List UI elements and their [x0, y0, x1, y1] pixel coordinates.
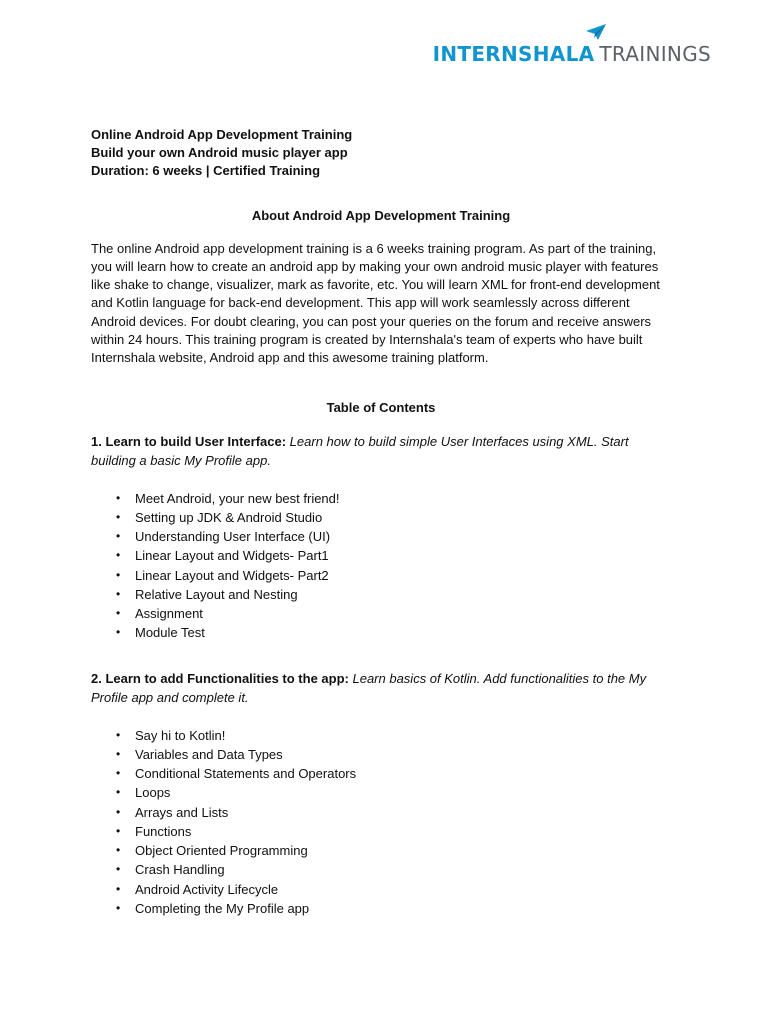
list-item: • Assignment — [116, 604, 671, 623]
list-item: • Linear Layout and Widgets- Part1 — [116, 546, 671, 565]
list-item: • Object Oriented Programming — [116, 841, 671, 860]
list-item: • Crash Handling — [116, 860, 671, 879]
list-item: • Variables and Data Types — [116, 745, 671, 764]
list-item: • Completing the My Profile app — [116, 899, 671, 918]
list-item: • Understanding User Interface (UI) — [116, 527, 671, 546]
course-duration: Duration: 6 weeks | Certified Training — [91, 163, 321, 179]
logo-text-intern: INTERN — [432, 42, 519, 66]
bullet-icon: • — [116, 606, 121, 621]
list-item: • Loops — [116, 783, 671, 802]
bullet-icon: • — [116, 843, 121, 858]
list-item: • Setting up JDK & Android Studio — [116, 508, 671, 527]
internshala-trainings-logo — [432, 24, 711, 66]
bullet-icon: • — [116, 747, 121, 762]
bullet-icon: • — [116, 490, 121, 505]
module-2-description: Learn basics of Kotlin. Add functionalities to the My Profile app and complete it. — [91, 671, 647, 705]
course-subtitle: Build your own Android music player app — [91, 145, 348, 161]
list-item: • Conditional Statements and Operators — [116, 764, 671, 783]
list-item: • Module Test — [116, 623, 671, 642]
module-2-heading — [91, 670, 671, 706]
logo-text-trainings: TRAININGS — [599, 42, 711, 66]
list-item: • Functions — [116, 822, 671, 841]
module-2-topic-list — [91, 726, 671, 918]
bullet-icon: • — [116, 586, 121, 601]
module-1-description: Learn how to build simple User Interfaces using XML. Start building a basic My Profile app. — [91, 434, 629, 468]
bullet-icon: • — [116, 529, 121, 544]
list-item: • Relative Layout and Nesting — [116, 585, 671, 604]
bullet-icon: • — [116, 510, 121, 525]
course-header — [91, 126, 671, 181]
about-title: About Android App Development Training — [251, 207, 511, 223]
module-2-title: 2. Learn to add Functionalities to the app: — [91, 671, 349, 687]
bullet-icon: • — [116, 823, 121, 838]
bullet-icon: • — [116, 804, 121, 819]
module-1-topic-list — [91, 489, 671, 643]
bullet-icon: • — [116, 862, 121, 877]
module-1-title: 1. Learn to build User Interface: — [91, 434, 287, 450]
list-item: • Arrays and Lists — [116, 803, 671, 822]
list-item: • Say hi to Kotlin! — [116, 726, 671, 745]
document-content — [91, 126, 671, 918]
bullet-icon: • — [116, 900, 121, 915]
toc-title: Table of Contents — [326, 400, 436, 416]
list-item: • Linear Layout and Widgets- Part2 — [116, 566, 671, 585]
bullet-icon: • — [116, 727, 121, 742]
paper-plane-icon — [586, 24, 606, 40]
bullet-icon: • — [116, 785, 121, 800]
list-item: • Android Activity Lifecycle — [116, 880, 671, 899]
bullet-icon: • — [116, 567, 121, 582]
module-1-heading — [91, 433, 671, 469]
about-paragraph: The online Android app development training is a 6 weeks training program. As part of the training, you will learn how to create an android app by making your own android music player with features like shake to change, visualizer, mark as favorite, etc. You will learn XML for front-end development and Kotlin language for back-end development. This app will work seamlessly across different Android devices. For doubt clearing, you can post your queries on the forum and receive answers within 24 hours. This training program is created by Internshala's team of experts who have built Internshala website, Android app and this awesome training platform. — [91, 240, 660, 366]
logo-text-shala: SHALA — [518, 42, 595, 66]
bullet-icon: • — [116, 881, 121, 896]
list-item: • Meet Android, your new best friend! — [116, 489, 671, 508]
course-title: Online Android App Development Training — [91, 127, 353, 142]
bullet-icon: • — [116, 548, 121, 563]
bullet-icon: • — [116, 766, 121, 781]
bullet-icon: • — [116, 625, 121, 640]
logo-wordmark — [433, 42, 711, 66]
